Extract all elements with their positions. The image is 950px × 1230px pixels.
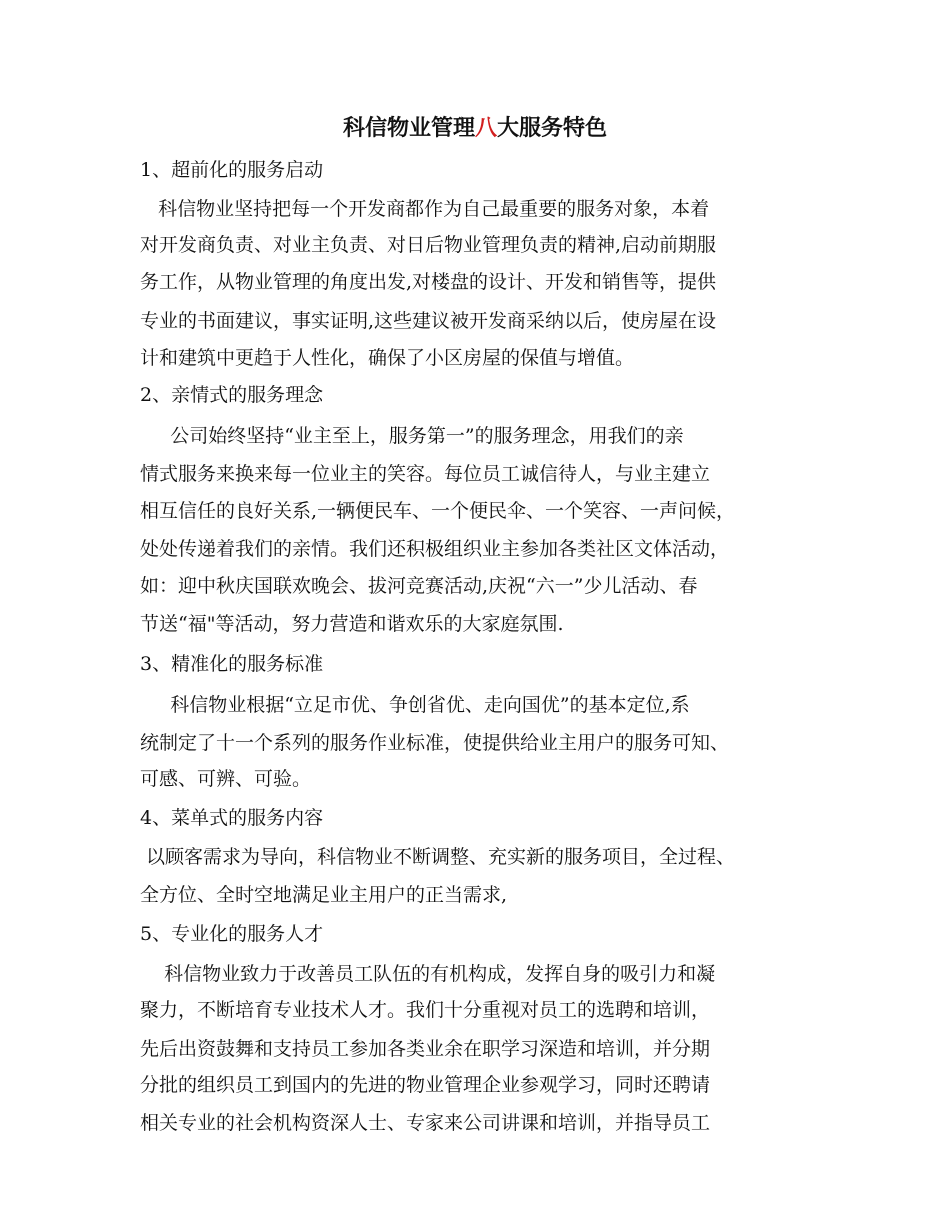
paragraph-line: 节送“福"等活动，努力营造和谐欢乐的大家庭氛围.: [140, 613, 564, 635]
section-heading-4: 4、菜单式的服务内容: [140, 807, 324, 829]
title-part-1: 科信物业管理: [342, 115, 475, 141]
section-heading-2: 2、亲情式的服务理念: [140, 384, 324, 406]
title-part-2-highlight: 八: [474, 115, 497, 141]
paragraph-line: 计和建筑中更趋于人性化，确保了小区房屋的保值与增值。: [140, 347, 635, 369]
paragraph-line: 可感、可辨、可验。: [140, 768, 312, 790]
paragraph-line: 聚力，不断培育专业技术人才。我们十分重视对员工的选聘和培训，: [140, 999, 711, 1021]
paragraph-line: 如：迎中秋庆国联欢晚会、拔河竞赛活动,庆祝“六一”少儿活动、春: [140, 575, 698, 597]
section-heading-3: 3、精准化的服务标准: [140, 653, 324, 675]
document-title: [0, 112, 950, 144]
paragraph-line: 先后出资鼓舞和支持员工参加各类业余在职学习深造和培训，并分期: [140, 1038, 711, 1060]
paragraph-line: 务工作，从物业管理的角度出发,对楼盘的设计、开发和销售等，提供: [140, 271, 717, 293]
paragraph-line: 统制定了十一个系列的服务作业标准，使提供给业主用户的服务可知、: [140, 732, 730, 754]
paragraph-line: 情式服务来换来每一位业主的笑容。每位员工诚信待人，与业主建立: [140, 463, 711, 485]
paragraph-line: 处处传递着我们的亲情。我们还积极组织业主参加各类社区文体活动，: [140, 538, 730, 560]
paragraph-line: 分批的组织员工到国内的先进的物业管理企业参观学习，同时还聘请: [140, 1074, 711, 1096]
paragraph-line: 相互信任的良好关系,一辆便民车、一个便民伞、一个笑容、一声问候，: [140, 500, 736, 522]
paragraph-line: 相关专业的社会机构资深人士、专家来公司讲课和培训，并指导员工: [140, 1112, 711, 1134]
paragraph-line: 以顾客需求为导向，科信物业不断调整、充实新的服务项目，全过程、: [140, 846, 736, 868]
paragraph-line: 全方位、全时空地满足业主用户的正当需求,: [140, 884, 508, 906]
paragraph-line: 科信物业坚持把每一个开发商都作为自己最重要的服务对象，本着: [140, 198, 710, 220]
paragraph-line: 科信物业致力于改善员工队伍的有机构成，发挥自身的吸引力和凝: [140, 963, 716, 985]
section-heading-5: 5、专业化的服务人才: [140, 923, 324, 945]
section-heading-1: 1、超前化的服务启动: [140, 159, 324, 181]
paragraph-line: 科信物业根据“立足市优、争创省优、走向国优”的基本定位,系: [140, 694, 690, 716]
paragraph-line: 专业的书面建议，事实证明,这些建议被开发商采纳以后，使房屋在设: [140, 310, 717, 332]
title-part-3: 大服务特色: [497, 115, 608, 141]
paragraph-line: 公司始终坚持“业主至上，服务第一”的服务理念，用我们的亲: [140, 425, 684, 447]
paragraph-line: 对开发商负责、对业主负责、对日后物业管理负责的精神,启动前期服: [140, 234, 717, 256]
